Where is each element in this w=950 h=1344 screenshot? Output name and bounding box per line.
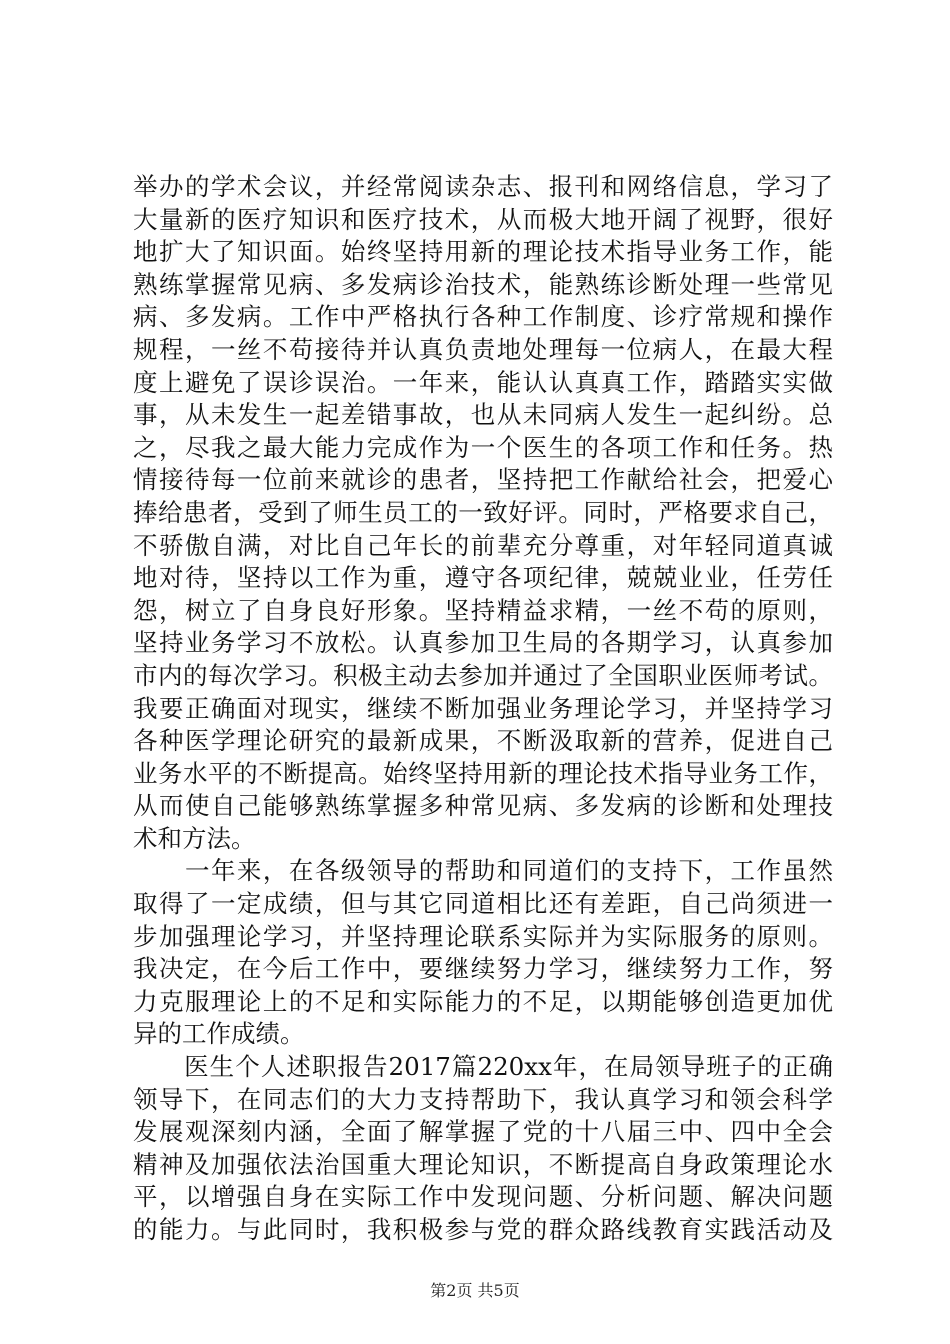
text-line: 医生个人述职报告2017篇220xx年，在局领导班子的正确 <box>133 1052 833 1082</box>
page-footer: 第2页 共5页 <box>430 1281 520 1300</box>
text-line: 我决定，在今后工作中，要继续努力学习，继续努力工作，努 <box>133 954 833 984</box>
text-line: 规程，一丝不苟接待并认真负责地处理每一位病人，在最大程 <box>133 334 833 364</box>
text-line: 情接待每一位前来就诊的患者，坚持把工作献给社会，把爱心 <box>133 465 833 495</box>
text-line: 之，尽我之最大能力完成作为一个医生的各项工作和任务。热 <box>133 432 833 462</box>
text-line: 市内的每次学习。积极主动去参加并通过了全国职业医师考试。 <box>133 660 833 690</box>
text-line: 地扩大了知识面。始终坚持用新的理论技术指导业务工作，能 <box>133 237 833 267</box>
text-line: 熟练掌握常见病、多发病诊治技术，能熟练诊断处理一些常见 <box>133 269 833 299</box>
text-line: 发展观深刻内涵，全面了解掌握了党的十八届三中、四中全会 <box>133 1117 833 1147</box>
text-line: 的能力。与此同时，我积极参与党的群众路线教育实践活动及 <box>133 1215 833 1244</box>
text-line: 怨，树立了自身良好形象。坚持精益求精，一丝不苟的原则， <box>133 595 833 625</box>
text-line: 步加强理论学习，并坚持理论联系实际并为实际服务的原则。 <box>133 921 833 951</box>
text-line: 地对待，坚持以工作为重，遵守各项纪律，兢兢业业，任劳任 <box>133 563 833 593</box>
text-line: 一年来，在各级领导的帮助和同道们的支持下，工作虽然 <box>133 856 833 886</box>
text-line: 度上避免了误诊误治。一年来，能认认真真工作，踏踏实实做 <box>133 367 833 397</box>
text-line: 领导下，在同志们的大力支持帮助下，我认真学习和领会科学 <box>133 1084 833 1114</box>
text-line: 从而使自己能够熟练掌握多种常见病、多发病的诊断和处理技 <box>133 791 833 821</box>
text-line: 我要正确面对现实，继续不断加强业务理论学习，并坚持学习 <box>133 693 833 723</box>
text-line: 坚持业务学习不放松。认真参加卫生局的各期学习，认真参加 <box>133 628 833 658</box>
text-line: 平，以增强自身在实际工作中发现问题、分析问题、解决问题 <box>133 1182 833 1212</box>
text-line: 精神及加强依法治国重大理论知识，不断提高自身政策理论水 <box>133 1149 833 1179</box>
body-text <box>133 171 833 1247</box>
text-line: 病、多发病。工作中严格执行各种工作制度、诊疗常规和操作 <box>133 302 833 332</box>
text-line: 不骄傲自满，对比自己年长的前辈充分尊重，对年轻同道真诚 <box>133 530 833 560</box>
text-line: 力克服理论上的不足和实际能力的不足，以期能够创造更加优 <box>133 986 833 1016</box>
text-line: 各种医学理论研究的最新成果，不断汲取新的营养，促进自己 <box>133 726 833 756</box>
text-line: 大量新的医疗知识和医疗技术，从而极大地开阔了视野，很好 <box>133 204 833 234</box>
text-line: 举办的学术会议，并经常阅读杂志、报刊和网络信息，学习了 <box>133 172 833 201</box>
text-line: 术和方法。 <box>133 823 256 853</box>
text-line: 事，从未发生一起差错事故，也从未同病人发生一起纠纷。总 <box>133 400 833 430</box>
text-line: 捧给患者，受到了师生员工的一致好评。同时，严格要求自己， <box>133 497 833 527</box>
text-line: 业务水平的不断提高。始终坚持用新的理论技术指导业务工作， <box>133 758 833 788</box>
text-line: 异的工作成绩。 <box>133 1019 305 1049</box>
text-line: 取得了一定成绩，但与其它同道相比还有差距，自己尚须进一 <box>133 889 833 919</box>
